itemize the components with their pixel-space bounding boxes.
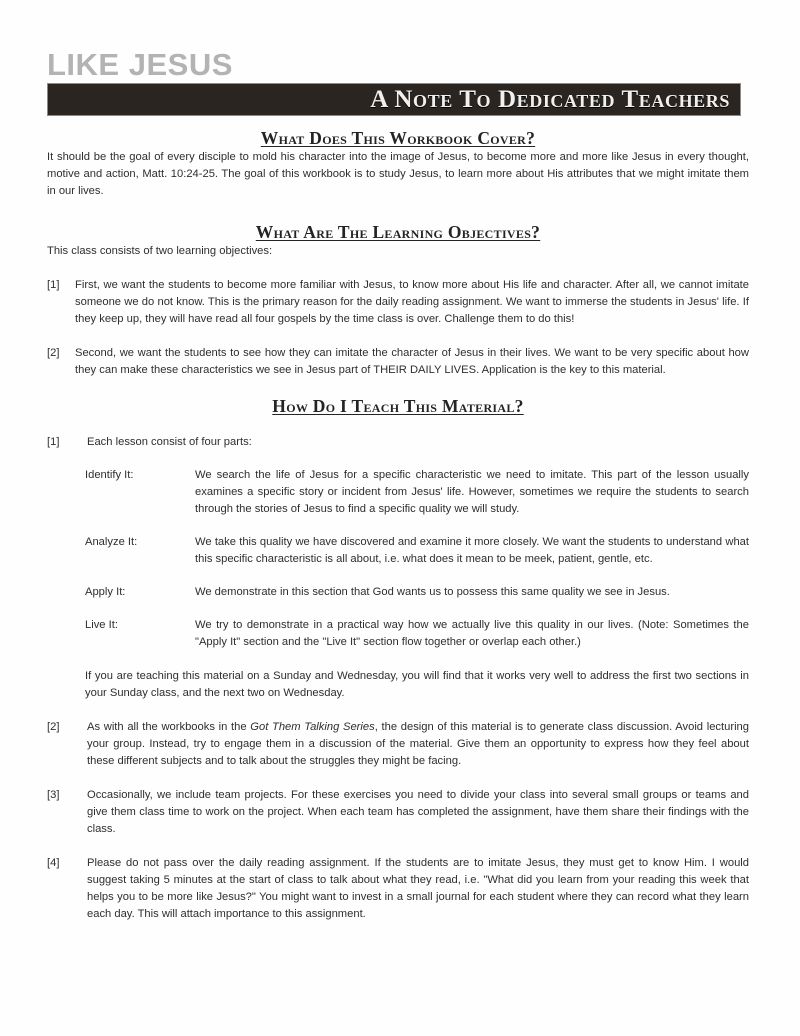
section-spacer [47, 379, 749, 396]
definition-row [85, 584, 749, 601]
definition-term: Identify It: [85, 469, 134, 481]
workbook-cover-paragraph: It should be the goal of every disciple to mold his character into the image of Jesus, to become more and more like Jesus in every thought, motive and action, Matt. 10:24-25. The goal of this workbook is to study Jesus, to learn more about His attributes that we might imitate them in our lives. [47, 151, 749, 197]
list-marker: [1] [47, 279, 60, 291]
section-heading-how-do-i-teach: How Do I Teach This Material? [272, 396, 524, 416]
definition-description: We demonstrate in this section that God wants us to possess this same quality we see in Jesus. [195, 586, 670, 598]
masthead [47, 48, 753, 116]
series-title: Got Them Talking Series [250, 721, 375, 733]
list-item [47, 434, 749, 451]
definition-description: We search the life of Jesus for a specific characteristic we need to imitate. This part of the lesson usually examines a specific story or incident from Jesus' life. However, sometimes we require the students to search through the stories of Jesus to find a specific quality we will study. [195, 469, 749, 515]
list-item-text: Occasionally, we include team projects. For these exercises you need to divide your class into several small groups or teams and give them class time to work on the project. When each team has completed the assignment, have them share their findings with the class. [87, 789, 749, 835]
section-heading-workbook-cover: What Does This Workbook Cover? [260, 128, 536, 148]
list-item-text [87, 719, 749, 770]
definition-row [85, 467, 749, 518]
definition-row [85, 617, 749, 651]
list-marker: [2] [47, 347, 60, 359]
document-body [47, 128, 749, 923]
definition-term: Analyze It: [85, 536, 138, 548]
list-marker: [1] [47, 436, 60, 448]
definition-row [85, 534, 749, 568]
list-item [47, 855, 749, 923]
text-after-series-title: , the design of this material is to generate class discussion. Avoid lecturing your group. Instead, try to engage them in a discussion of the material. Give them an opportunity to express how they feel about these different subjects and to talk about the struggles they might be facing. [87, 721, 750, 767]
list-item-text: Second, we want the students to see how they can imitate the character of Jesus in their lives. We want to be very specific about how they can make these characteristics we see in Jesus part of THEIR DAILY LIVES. Application is the key to this material. [75, 347, 749, 376]
section-heading-learning-objectives: What Are The Learning Objectives? [255, 222, 541, 242]
list-item [47, 277, 749, 328]
learning-objectives-list [47, 277, 749, 379]
teaching-instructions-list [47, 434, 749, 923]
list-item [47, 345, 749, 379]
list-item [47, 719, 749, 770]
list-marker: [4] [47, 857, 60, 869]
sunday-wednesday-note: If you are teaching this material on a Sunday and Wednesday, you will find that it works very well to address the first two sections in your Sunday class, and the next two on Wednesday. [85, 670, 749, 699]
learning-objectives-lead: This class consists of two learning objectives: [47, 245, 273, 257]
list-item-text: Each lesson consist of four parts: [87, 436, 252, 448]
text-before-series-title: As with all the workbooks in the [87, 721, 251, 733]
list-marker: [3] [47, 789, 60, 801]
definition-description: We try to demonstrate in a practical way how we actually live this quality in our lives. (Note: Sometimes the "Apply It" section and the "Live It" section flow together or overlap each other.) [195, 619, 749, 648]
definition-term: Live It: [85, 619, 118, 631]
list-item-text: Please do not pass over the daily reading assignment. If the students are to imitate Jesus, they must get to know Him. I would suggest taking 5 minutes at the start of class to talk about what they read, i.e. "What did you learn from your reading this week that helps you to be more like Jesus?" You might want to invest in a small journal for each student where they can record what they learn each day. This will attach importance to this assignment. [87, 857, 749, 920]
list-item-text: First, we want the students to become more familiar with Jesus, to know more about His life and character. After all, we cannot imitate someone we do not know. This is the primary reason for the daily reading assignment. We want to immerse the students in Jesus' life. If they keep up, they will have read all four gospels by the time class is over. Challenge them to do this! [75, 279, 749, 325]
four-parts-definition-list [85, 467, 749, 651]
definition-term: Apply It: [85, 586, 126, 598]
brand-watermark: LIKE JESUS [47, 47, 233, 82]
title-banner [47, 83, 741, 116]
definition-description: We take this quality we have discovered and examine it more closely. We want the students to understand what this specific characteristic is all about, i.e. what does it mean to be meek, patient, gentle, etc. [195, 536, 749, 565]
document-title: A Note To Dedicated Teachers [370, 86, 730, 113]
list-marker: [2] [47, 721, 60, 733]
list-item [47, 787, 749, 838]
section-spacer [47, 200, 749, 222]
